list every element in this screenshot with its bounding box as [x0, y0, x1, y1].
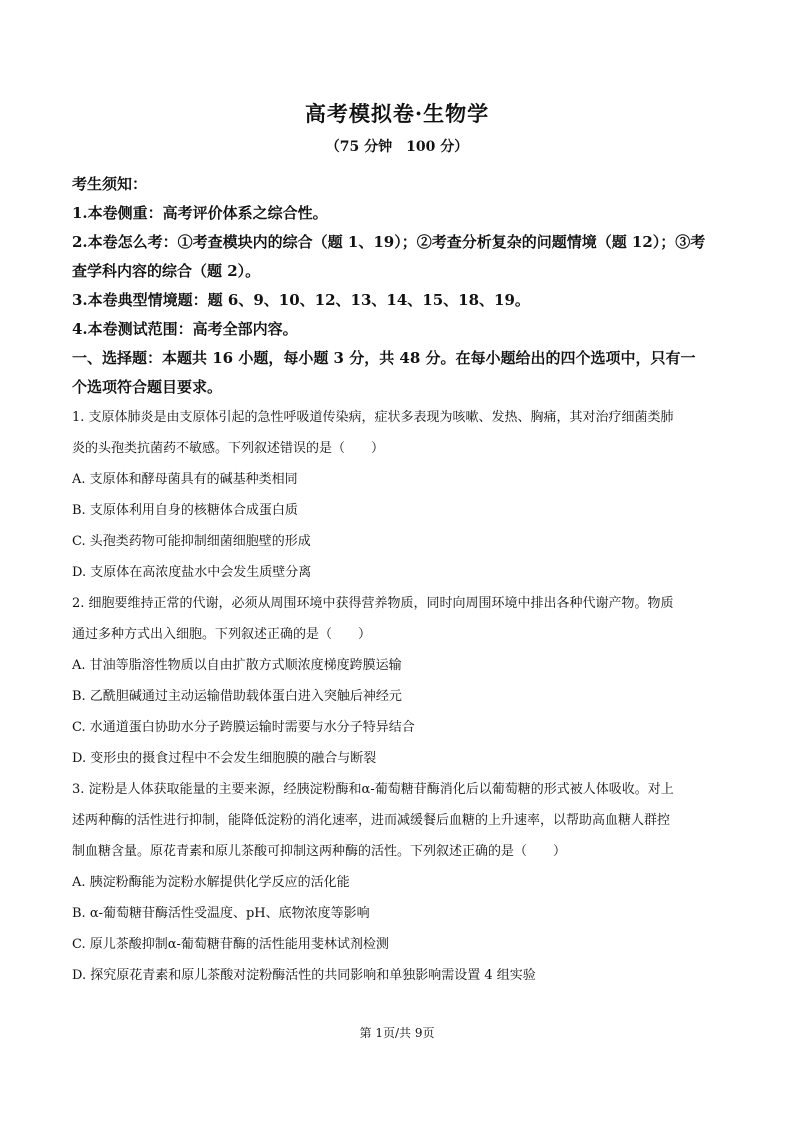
- option-a: A. 甘油等脂溶性物质以自由扩散方式顺浓度梯度跨膜运输: [72, 658, 402, 673]
- page-number: 第 1页/共 9页: [359, 1026, 435, 1040]
- question-2: [72, 588, 727, 774]
- page-title: 高考模拟卷·生物学: [304, 101, 490, 126]
- exam-duration-score: （75 分钟 100 分）: [325, 139, 469, 155]
- note-item-2-line-1: 2.本卷怎么考：①考查模块内的综合（题 1、19）；②考查分析复杂的问题情境（题 12）；③考: [72, 233, 706, 251]
- option-d: D. 支原体在高浓度盐水中会发生质壁分离: [72, 565, 312, 580]
- section-heading-line-2: 个选项符合题目要求。: [72, 378, 223, 396]
- question-3: [72, 774, 727, 991]
- question-stem-line: 2. 细胞要维持正常的代谢，必须从周围环境中获得营养物质，同时向周围环境中排出各种代谢产物。物质: [72, 596, 674, 611]
- note-item-1: 1.本卷侧重：高考评价体系之综合性。: [72, 204, 328, 222]
- option-a: A. 胰淀粉酶能为淀粉水解提供化学反应的活化能: [72, 875, 350, 890]
- option-c: C. 头孢类药物可能抑制细菌细胞壁的形成: [72, 534, 311, 549]
- option-c: C. 原儿茶酸抑制α-葡萄糖苷酶的活性能用斐林试剂检测: [72, 937, 389, 952]
- option-b: B. 支原体利用自身的核糖体合成蛋白质: [72, 503, 298, 518]
- note-item-3: 3.本卷典型情境题：题 6、9、10、12、13、14、15、18、19。: [72, 291, 530, 309]
- note-item-4: 4.本卷测试范围：高考全部内容。: [72, 320, 298, 338]
- question-stem-line: 述两种酶的活性进行抑制，能降低淀粉的消化速率，进而减缓餐后血糖的上升速率，以帮助高血糖人群控: [72, 813, 671, 828]
- notes-heading: 考生须知：: [72, 175, 148, 193]
- option-d: D. 探究原花青素和原儿茶酸对淀粉酶活性的共同影响和单独影响需设置 4 组实验: [72, 968, 536, 983]
- question-stem-line: 通过多种方式出入细胞。下列叙述正确的是（ ）: [72, 627, 372, 642]
- question-stem-line: 1. 支原体肺炎是由支原体引起的急性呼吸道传染病，症状多表现为咳嗽、发热、胸痛，其对治疗细菌类肺: [72, 410, 674, 425]
- option-b: B. 乙酰胆碱通过主动运输借助载体蛋白进入突触后神经元: [72, 689, 402, 704]
- option-b: B. α-葡萄糖苷酶活性受温度、pH、底物浓度等影响: [72, 906, 370, 921]
- option-d: D. 变形虫的摄食过程中不会发生细胞膜的融合与断裂: [72, 751, 377, 766]
- section-heading-line-1: 一、选择题：本题共 16 小题，每小题 3 分，共 48 分。在每小题给出的四个选项中，只有一: [72, 349, 696, 367]
- question-1: [72, 402, 727, 588]
- option-a: A. 支原体和酵母菌具有的碱基种类相同: [72, 472, 298, 487]
- question-stem-line: 3. 淀粉是人体获取能量的主要来源，经胰淀粉酶和α-葡萄糖苷酶消化后以葡萄糖的形式被人体吸收。对上: [72, 782, 674, 797]
- question-stem-line: 制血糖含量。原花青素和原儿茶酸可抑制这两种酶的活性。下列叙述正确的是（ ）: [72, 844, 567, 859]
- question-stem-line: 炎的头孢类抗菌药不敏感。下列叙述错误的是（ ）: [72, 441, 385, 456]
- exam-content: [72, 170, 727, 991]
- option-c: C. 水通道蛋白协助水分子跨膜运输时需要与水分子特异结合: [72, 720, 415, 735]
- note-item-2-line-2: 查学科内容的综合（题 2）。: [72, 262, 261, 280]
